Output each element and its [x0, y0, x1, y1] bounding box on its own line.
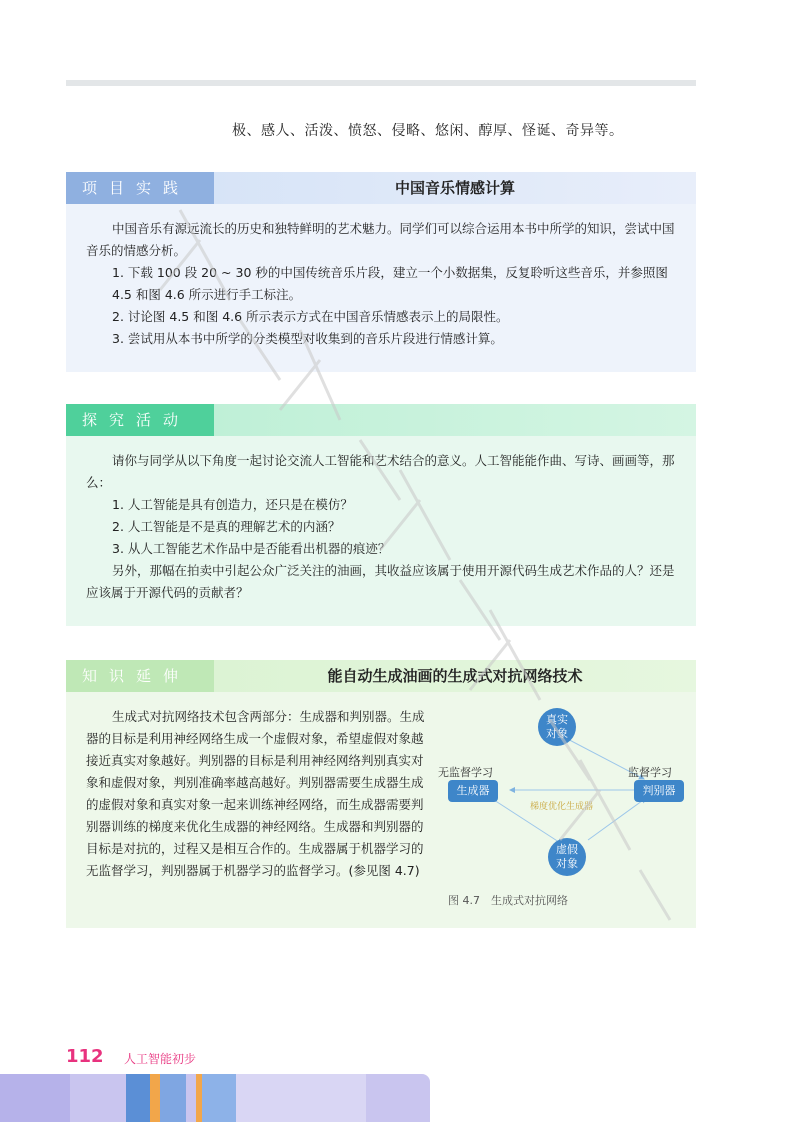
figure-caption: 图 4.7 生成式对抗网络 — [448, 894, 568, 907]
section-body — [66, 692, 696, 928]
fake-object-node — [548, 838, 586, 876]
section-paragraph: 请你与同学从以下角度一起讨论交流人工智能和艺术结合的意义。人工智能能作曲、写诗、画画等，那么： — [86, 453, 675, 490]
supervised-label: 监督学习 — [628, 766, 672, 779]
section-header — [66, 660, 696, 692]
footer-stripe — [160, 1074, 186, 1122]
section-closing: 另外，那幅在拍卖中引起公众广泛关注的油画，其收益应该属于使用开源代码生成艺术作品的人？还是应该属于开源代码的贡献者？ — [86, 563, 675, 600]
page-number: 112 — [66, 1046, 104, 1067]
list-item: 1. 人工智能是具有创造力，还只是在模仿？ — [112, 497, 353, 512]
list-item: 2. 人工智能是不是真的理解艺术的内涵？ — [112, 519, 341, 534]
section-body — [66, 204, 696, 372]
fake-object-label: 虚假对象 — [556, 843, 578, 870]
discriminator-node: 判别器 — [634, 780, 684, 802]
list-item: 2. 讨论图 4.5 和图 4.6 所示表示方式在中国音乐情感表示上的局限性。 — [112, 309, 509, 324]
footer-band — [0, 1074, 430, 1122]
section-tab: 探究活动 — [66, 404, 214, 436]
top-rule — [66, 80, 696, 86]
section-bar — [214, 404, 696, 436]
book-title: 人工智能初步 — [124, 1052, 197, 1066]
section-header — [66, 404, 696, 436]
list-item: 3. 尝试用从本书中所学的分类模型对收集到的音乐片段进行情感计算。 — [112, 331, 503, 346]
project-practice-section — [66, 172, 696, 372]
section-tab: 项目实践 — [66, 172, 214, 204]
section-tab: 知识延伸 — [66, 660, 214, 692]
gan-diagram — [438, 704, 688, 914]
section-paragraph: 生成式对抗网络技术包含两部分：生成器和判别器。生成器的目标是利用神经网络生成一个虚假对象，希望虚假对象越接近真实对象越好。判别器的目标是利用神经网络判别真实对象和虚假对象，判别准确率越高越好。判别器需要生成器生成的虚假对象和真实对象一起来训练神经网络，而生成器需要判别器训练的梯度来优化生成器的神经网络。生成器和判别器的目标是对抗的，过程又是相互合作的。生成器属于机器学习的无监督学习，判别器属于机器学习的监督学习。(参见图 4.7) — [86, 709, 425, 878]
section-title: 能自动生成油画的生成式对抗网络技术 — [327, 667, 583, 685]
section-paragraph: 中国音乐有源远流长的历史和独特鲜明的艺术魅力。同学们可以综合运用本书中所学的知识，尝试中国音乐的情感分析。 — [86, 221, 675, 258]
gradient-label: 梯度优化生成器 — [530, 802, 594, 812]
knowledge-extension-section — [66, 660, 696, 928]
list-item: 1. 下载 100 段 20 ~ 30 秒的中国传统音乐片段，建立一个小数据集，反复聆听这些音乐，并参照图 4.5 和图 4.6 所示进行手工标注。 — [112, 265, 668, 302]
intro-line: 极、感人、活泼、愤怒、侵略、悠闲、醇厚、怪诞、奇异等。 — [232, 123, 624, 139]
list-item: 3. 从人工智能艺术作品中是否能看出机器的痕迹？ — [112, 541, 391, 556]
footer-stripe — [126, 1074, 150, 1122]
section-title: 中国音乐情感计算 — [394, 179, 515, 197]
real-object-node — [538, 708, 576, 746]
real-object-label: 真实对象 — [546, 713, 568, 740]
section-header — [66, 172, 696, 204]
footer-stripe — [150, 1074, 160, 1122]
section-body — [66, 436, 696, 626]
footer-stripe — [0, 1074, 70, 1122]
footer-stripe — [202, 1074, 236, 1122]
generator-node: 生成器 — [448, 780, 498, 802]
inquiry-activity-section — [66, 404, 696, 626]
footer-stripe — [236, 1074, 366, 1122]
unsupervised-label: 无监督学习 — [438, 766, 493, 779]
